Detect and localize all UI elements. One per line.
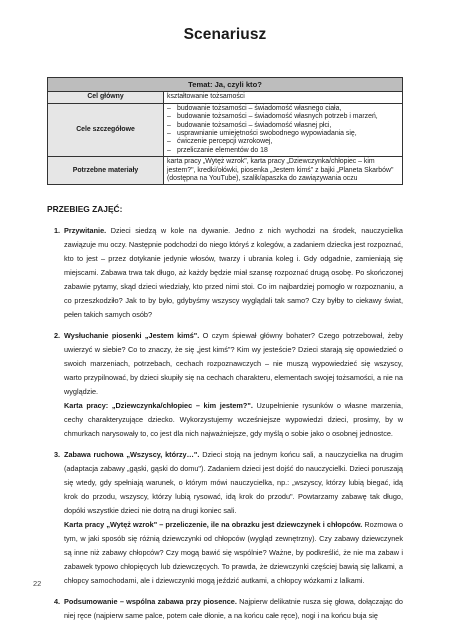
goal-label: Cel główny (48, 92, 164, 103)
step-text: Najpierw delikatnie rusza się głowa, dołączając do niej ręce (najpierw same palce, potem całe dłonie, a na końcu całe ręce), nogi i na końcu buja się (64, 597, 403, 620)
materials-label: Potrzebne materiały (48, 157, 164, 185)
step-item (47, 329, 403, 441)
page-number: 22 (33, 579, 42, 588)
scenario-table (47, 77, 403, 185)
step-paragraph (64, 224, 403, 322)
page-title: Scenariusz (183, 26, 267, 43)
step-item (47, 224, 403, 322)
step-paragraph (64, 329, 403, 399)
list-item: – budowanie tożsamości – świadomość własnego ciała, (167, 105, 399, 113)
specific-goals-list (167, 105, 399, 156)
goal-value: kształtowanie tożsamości (164, 92, 403, 103)
step-number: 4. (54, 597, 61, 606)
step-number: 1. (54, 226, 61, 235)
specific-goals-cell (164, 103, 403, 157)
step-text: Dzieci siedzą w kole na dywanie. Jedno z nich wychodzi na środek, nauczycielka zawiązuje mu oczy. Następnie podchodzi do niego któryś z kolegów, a zadaniem dziecka jest rozpoznać, kto to jest – przez dotykanie jedynie włosów, twarzy i ubrania koleg i. Gdy odgadnie, zamieniają się miejscami. Zabawa trwa tak długo, aż każdy będzie miał szansę rozpoznać drugą osobę. Po skończonej zabawie pytamy, skąd dzieci wiedziały, kto przed nimi stoi. Co im najbardziej pomogło w rozpoznaniu, a co przeszkodziło? Jak to by było, gdybyśmy wszyscy wyglądali tak samo? Czy byłby to ciekawy świat, pełen takich samych osób? (64, 226, 403, 319)
step-heading: Zabawa ruchowa „Wszyscy, którzy…". (64, 450, 200, 459)
step-subheading: Karta pracy „Wytęż wzrok" – przeliczenie, ile na obrazku jest dziewczynek i chłopców. (64, 520, 363, 529)
step-number: 2. (54, 331, 61, 340)
step-heading: Przywitanie. (64, 226, 107, 235)
materials-value: karta pracy „Wytęż wzrok", karta pracy „Dziewczynka/chłopiec – kim jestem?", kredki/ołówki, piosenka „Jestem kimś" z bajki „Planeta Skarbów" (dostępna na YouTube), szalik/apaszka do zawiązywania oczu (164, 157, 403, 185)
step-number: 3. (54, 450, 61, 459)
step-paragraph (64, 518, 403, 588)
step-paragraph (64, 448, 403, 518)
step-heading: Wysłuchanie piosenki „Jestem kimś". (64, 331, 200, 340)
lesson-steps (47, 224, 403, 630)
step-paragraph (64, 595, 403, 623)
step-item (47, 448, 403, 588)
step-heading: Podsumowanie – wspólna zabawa przy piosence. (64, 597, 237, 606)
step-text: O czym śpiewał główny bohater? Czego potrzebował, żeby uwierzyć w siebie? Co to znaczy, że się „jest kimś"? Kim wy jesteście? Dzieci starają się opowiedzieć o swoich marzeniach, potrzebach, cechach rozpoznawczych – nie muszą wypowiedzieć się wszyscy, warto przypilnować, by dzieci skupiły się na cechach charakteru, elementach swojej tożsamości, a nie na wyglądzie. (64, 331, 404, 396)
step-subheading: Karta pracy: „Dziewczynka/chłopiec – kim jestem?". (64, 401, 253, 410)
step-paragraph (64, 399, 403, 441)
step-text: Dzieci stoją na jednym końcu sali, a nauczycielka na drugim (adaptacja zabawy „gąski, gąski do domu"). Zadaniem dzieci jest dojść do nauczycielki. Dzieci poruszają się wtedy, gdy spełniają warunek, o którym mówi nauczycielka, np.: „wszyscy, którzy lubią biegać, idą krok do przodu, wszyscy, którzy lubią rysować, idą krok do przodu". Powtarzamy zabawę tak długo, dopóki wszystkie dzieci nie dotrą na drugi koniec sali. (64, 450, 403, 515)
step-item (47, 595, 403, 623)
list-item: – usprawnianie umiejętności swobodnego wypowiadania się, (167, 130, 399, 138)
section-title: PRZEBIEG ZAJĘĆ: (47, 204, 123, 214)
specific-goals-label: Cele szczegółowe (48, 103, 164, 157)
step-text: Rozmowa o tym, w jaki sposób się różnią dziewczynki od chłopców (wygląd zewnętrzny). Czy zabawy dziewczynek są inne niż zabawy chłopców? Czy mogą bawić się wspólnie? Ważne, by podkreślić, że nie ma zabaw i zabawek typowo chłopięcych lub dziewczęcych. To prawda, że dziewczynki częściej bawią się lalkami, a chłopcy samochodami, ale i dziewczynki mogą jeździć autkami, a chłopcy wózkami z lalkami. (64, 520, 403, 585)
step-text: Uzupełnienie rysunków o własne marzenia, cechy charakteryzujące dziecko. Wykorzystujemy wcześniejsze wypowiedzi dzieci, prosimy, by w chmurkach narysowały to, co jest dla nich najważniejsze, gdy myślą o sobie jako o osobnej jednostce. (64, 401, 403, 438)
list-item: – ćwiczenie percepcji wzrokowej, (167, 138, 399, 146)
list-item: – budowanie tożsamości – świadomość własnej płci, (167, 122, 399, 130)
list-item: – budowanie tożsamości – świadomość własnych potrzeb i marzeń, (167, 113, 399, 121)
list-item: – przeliczanie elementów do 18 (167, 147, 399, 155)
table-header: Temat: Ja, czyli kto? (48, 78, 403, 92)
